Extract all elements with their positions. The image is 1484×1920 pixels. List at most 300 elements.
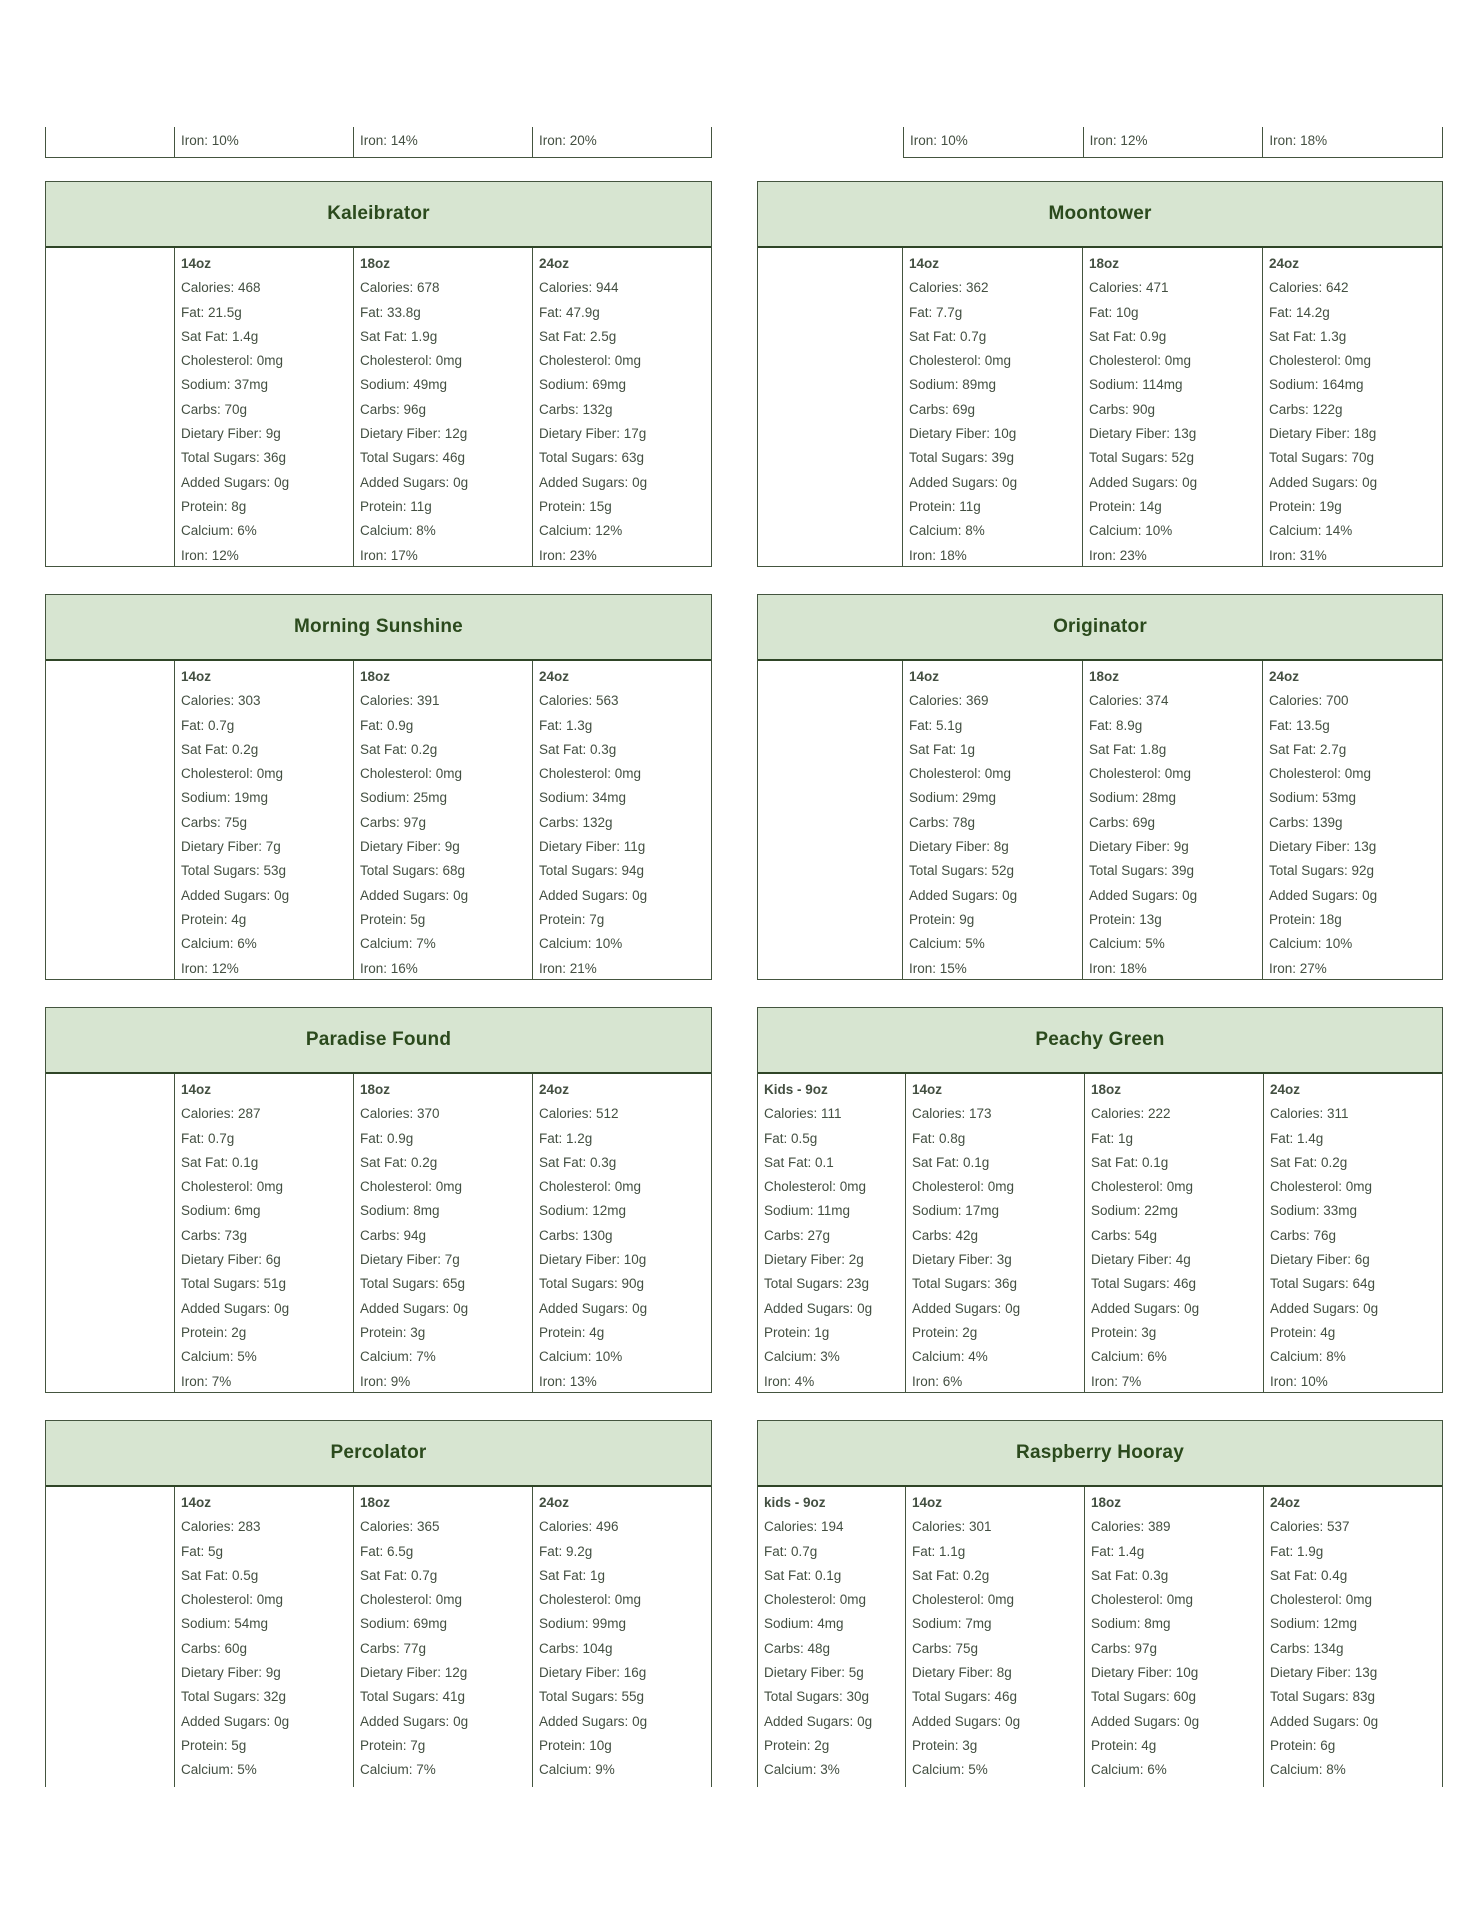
nutrition-line: Iron: 10% [910, 133, 968, 148]
nutrition-line: Carbs: 122g [1269, 401, 1343, 417]
nutrition-line: Carbs: 90g [1089, 401, 1156, 417]
nutrition-line: Iron: 16% [360, 960, 418, 976]
size-label: kids - 9oz [764, 1495, 826, 1510]
nutrition-line: Protein: 5g [360, 911, 426, 927]
nutrition-line: Iron: 31% [1269, 547, 1327, 563]
size-column [1082, 661, 1262, 979]
nutrition-line: Total Sugars: 90g [539, 1276, 645, 1292]
nutrition-line: Sodium: 11mg [764, 1203, 851, 1219]
size-label: 24oz [539, 256, 570, 271]
product-title: Morning Sunshine [294, 616, 463, 637]
nutrition-line: Dietary Fiber: 10g [539, 1252, 647, 1268]
nutrition-line: Added Sugars: 0g [360, 474, 469, 490]
nutrition-line: Protein: 3g [912, 1737, 978, 1753]
nutrition-line: Calcium: 6% [181, 936, 257, 952]
nutrition-line: Sat Fat: 1.9g [360, 328, 438, 344]
nutrition-line: Cholesterol: 0mg [912, 1179, 1015, 1195]
size-label: 18oz [1089, 256, 1120, 271]
image-cell [46, 127, 174, 157]
nutrition-line: Fat: 33.8g [360, 304, 421, 320]
nutrition-line: Calcium: 5% [181, 1762, 257, 1778]
product-table [45, 181, 712, 567]
size-label: 18oz [360, 256, 391, 271]
nutrition-line: Total Sugars: 63g [539, 450, 645, 466]
table-header-band [758, 1421, 1442, 1487]
nutrition-line: Calcium: 8% [909, 523, 985, 539]
nutrition-line: Protein: 15g [539, 498, 612, 514]
nutrition-line: Total Sugars: 51g [181, 1276, 287, 1292]
nutrition-line: Fat: 5.1g [909, 717, 963, 733]
nutrition-line: Cholesterol: 0mg [181, 766, 284, 782]
nutrition-line: Fat: 6.5g [360, 1543, 414, 1559]
nutrition-line: Calcium: 7% [360, 1349, 436, 1365]
nutrition-line: Dietary Fiber: 7g [181, 839, 281, 855]
size-label: 24oz [1269, 256, 1300, 271]
nutrition-line: Sodium: 22mg [1091, 1203, 1179, 1219]
size-column [174, 1487, 353, 1787]
nutrition-line: Calcium: 5% [909, 936, 985, 952]
size-column [1084, 1074, 1263, 1392]
nutrition-line: Cholesterol: 0mg [360, 1179, 463, 1195]
size-column [1263, 1487, 1442, 1787]
size-column [353, 248, 532, 566]
size-column [353, 1487, 532, 1787]
nutrition-line: Added Sugars: 0g [360, 1300, 469, 1316]
nutrition-line: Total Sugars: 52g [909, 863, 1015, 879]
nutrition-line: Calories: 389 [1091, 1519, 1171, 1535]
nutrition-line: Carbs: 77g [360, 1640, 427, 1656]
nutrition-line: Fat: 9.2g [539, 1543, 593, 1559]
nutrition-line: Added Sugars: 0g [1270, 1713, 1379, 1729]
nutrition-line: Iron: 7% [181, 1373, 232, 1389]
nutrition-line: Total Sugars: 53g [181, 863, 287, 879]
nutrition-line: Cholesterol: 0mg [1089, 766, 1192, 782]
size-label: 18oz [360, 1082, 391, 1097]
nutrition-line: Calcium: 10% [539, 1349, 623, 1365]
nutrition-line: Iron: 20% [532, 127, 711, 157]
size-label: 14oz [181, 256, 212, 271]
nutrition-line: Sodium: 25mg [360, 790, 448, 806]
nutrition-line: Calcium: 9% [539, 1762, 615, 1778]
nutrition-line: Protein: 6g [1270, 1737, 1336, 1753]
nutrition-line: Fat: 1.3g [539, 717, 593, 733]
nutrition-line: Dietary Fiber: 16g [539, 1665, 647, 1681]
size-column [532, 661, 711, 979]
nutrition-line: Carbs: 42g [912, 1227, 979, 1243]
nutrition-line: Dietary Fiber: 18g [1269, 426, 1377, 442]
nutrition-line: Calories: 944 [539, 280, 619, 296]
nutrition-line: Added Sugars: 0g [181, 887, 290, 903]
nutrition-line: Calcium: 6% [181, 523, 257, 539]
nutrition-line: Cholesterol: 0mg [1089, 353, 1192, 369]
product-table [757, 1420, 1443, 1787]
nutrition-line: Sodium: 164mg [1269, 377, 1364, 393]
nutrition-line: Calories: 362 [909, 280, 989, 296]
nutrition-line: Calories: 391 [360, 693, 440, 709]
size-column [1084, 1487, 1263, 1787]
nutrition-line: Total Sugars: 23g [764, 1276, 870, 1292]
nutrition-line: Sodium: 54mg [181, 1616, 269, 1632]
nutrition-line: Calories: 563 [539, 693, 619, 709]
nutrition-line: Calories: 678 [360, 280, 440, 296]
nutrition-line: Dietary Fiber: 13g [1269, 839, 1377, 855]
nutrition-line: Protein: 13g [1089, 911, 1162, 927]
nutrition-line: Dietary Fiber: 10g [1091, 1665, 1199, 1681]
nutrition-line: Protein: 8g [181, 498, 247, 514]
nutrition-line: Fat: 14.2g [1269, 304, 1330, 320]
nutrition-line: Dietary Fiber: 9g [1089, 839, 1189, 855]
nutrition-line: Added Sugars: 0g [1270, 1300, 1379, 1316]
size-label: 18oz [360, 669, 391, 684]
nutrition-line: Fat: 1.4g [1270, 1130, 1324, 1146]
nutrition-line: Fat: 21.5g [181, 304, 242, 320]
nutrition-line: Sat Fat: 0.7g [909, 328, 987, 344]
table-header-band [46, 595, 711, 661]
nutrition-line: Added Sugars: 0g [1089, 474, 1198, 490]
nutrition-line: Iron: 10% [1270, 1373, 1328, 1389]
nutrition-line: Cholesterol: 0mg [360, 766, 463, 782]
nutrition-line: Protein: 4g [1091, 1737, 1157, 1753]
nutrition-line: Carbs: 76g [1270, 1227, 1337, 1243]
nutrition-line: Cholesterol: 0mg [181, 353, 284, 369]
nutrition-line: Sodium: 12mg [1270, 1616, 1358, 1632]
nutrition-line: Total Sugars: 68g [360, 863, 466, 879]
nutrition-line: Calcium: 10% [1089, 523, 1173, 539]
product-title: Raspberry Hooray [1016, 1442, 1184, 1463]
nutrition-row [758, 248, 1442, 566]
nutrition-line: Sat Fat: 0.1g [912, 1154, 990, 1170]
nutrition-line: Sat Fat: 2.7g [1269, 741, 1347, 757]
size-column [1082, 248, 1262, 566]
nutrition-line: Added Sugars: 0g [181, 1713, 290, 1729]
nutrition-row [46, 661, 711, 979]
nutrition-line: Calcium: 8% [1270, 1762, 1346, 1778]
nutrition-line: Sodium: 4mg [764, 1616, 844, 1632]
nutrition-line: Cholesterol: 0mg [1269, 353, 1372, 369]
size-label: 18oz [1091, 1082, 1122, 1097]
nutrition-line: Added Sugars: 0g [539, 1300, 648, 1316]
size-label: Kids - 9oz [764, 1082, 828, 1097]
size-column [902, 661, 1082, 979]
nutrition-line: Protein: 11g [909, 498, 981, 514]
nutrition-line: Added Sugars: 0g [912, 1300, 1021, 1316]
nutrition-line: Calories: 374 [1089, 693, 1169, 709]
nutrition-line: Sodium: 19mg [181, 790, 269, 806]
nutrition-line: Total Sugars: 46g [1091, 1276, 1197, 1292]
nutrition-line: Added Sugars: 0g [360, 887, 469, 903]
nutrition-line: Cholesterol: 0mg [912, 1592, 1015, 1608]
nutrition-line: Fat: 1.2g [539, 1130, 593, 1146]
size-column [1263, 1074, 1442, 1392]
nutrition-line: Carbs: 75g [181, 814, 248, 830]
nutrition-row [758, 1074, 1442, 1392]
right-page-column [757, 127, 1443, 1787]
nutrition-line: Protein: 2g [181, 1324, 247, 1340]
nutrition-line: Sodium: 17mg [912, 1203, 1000, 1219]
nutrition-line: Protein: 2g [764, 1737, 830, 1753]
nutrition-line: Carbs: 78g [909, 814, 976, 830]
nutrition-line: Dietary Fiber: 12g [360, 426, 468, 442]
nutrition-line: Iron: 15% [909, 960, 967, 976]
image-cell [46, 248, 174, 566]
nutrition-line: Cholesterol: 0mg [360, 353, 463, 369]
product-title: Kaleibrator [327, 203, 430, 224]
table-header-band [758, 1008, 1442, 1074]
nutrition-line: Calories: 496 [539, 1519, 619, 1535]
nutrition-line: Carbs: 132g [539, 814, 613, 830]
nutrition-line: Calcium: 5% [912, 1762, 988, 1778]
nutrition-line: Dietary Fiber: 10g [909, 426, 1017, 442]
nutrition-line: Cholesterol: 0mg [1270, 1179, 1373, 1195]
nutrition-line: Calcium: 8% [360, 523, 436, 539]
nutrition-line: Iron: 10% [174, 127, 353, 157]
nutrition-line: Added Sugars: 0g [539, 1713, 648, 1729]
nutrition-line: Calcium: 10% [1269, 936, 1353, 952]
nutrition-line: Dietary Fiber: 2g [764, 1252, 864, 1268]
nutrition-line: Sodium: 99mg [539, 1616, 627, 1632]
nutrition-line: Fat: 0.5g [764, 1130, 818, 1146]
size-label: 14oz [912, 1082, 943, 1097]
nutrition-line: Protein: 4g [1270, 1324, 1336, 1340]
nutrition-line: Fat: 47.9g [539, 304, 600, 320]
nutrition-line: Protein: 2g [912, 1324, 978, 1340]
nutrition-line: Fat: 0.8g [912, 1130, 966, 1146]
nutrition-line: Added Sugars: 0g [912, 1713, 1021, 1729]
nutrition-line: Calcium: 7% [360, 936, 436, 952]
nutrition-line: Carbs: 73g [181, 1227, 248, 1243]
nutrition-line: Sodium: 69mg [360, 1616, 448, 1632]
nutrition-line: Calories: 370 [360, 1106, 440, 1122]
size-column [1262, 661, 1442, 979]
nutrition-line: Carbs: 54g [1091, 1227, 1158, 1243]
nutrition-line: Dietary Fiber: 6g [181, 1252, 281, 1268]
nutrition-line: Protein: 9g [909, 911, 975, 927]
nutrition-line: Fat: 0.9g [360, 717, 414, 733]
nutrition-line: Carbs: 69g [909, 401, 976, 417]
nutrition-line: Calcium: 6% [1091, 1762, 1167, 1778]
nutrition-line: Total Sugars: 70g [1269, 450, 1375, 466]
size-label: 18oz [1089, 669, 1120, 684]
nutrition-line: Sat Fat: 0.4g [1270, 1567, 1348, 1583]
nutrition-line: Carbs: 130g [539, 1227, 613, 1243]
nutrition-line: Dietary Fiber: 5g [764, 1665, 864, 1681]
nutrition-line: Sodium: 49mg [360, 377, 448, 393]
nutrition-line: Sat Fat: 0.1g [181, 1154, 259, 1170]
nutrition-line: Calcium: 8% [1270, 1349, 1346, 1365]
nutrition-line: Iron: 12% [181, 547, 239, 563]
nutrition-line: Iron: 14% [353, 127, 532, 157]
size-label: 14oz [181, 669, 212, 684]
nutrition-line: Sat Fat: 0.7g [360, 1567, 438, 1583]
nutrition-line: Sat Fat: 1.3g [1269, 328, 1347, 344]
nutrition-line: Carbs: 94g [360, 1227, 427, 1243]
product-table [757, 181, 1443, 567]
nutrition-line: Sat Fat: 0.9g [1089, 328, 1167, 344]
nutrition-line: Dietary Fiber: 9g [360, 839, 460, 855]
nutrition-line: Added Sugars: 0g [539, 887, 648, 903]
nutrition-line: Calcium: 5% [181, 1349, 257, 1365]
product-table [45, 1007, 712, 1393]
nutrition-line: Protein: 19g [1269, 498, 1342, 514]
nutrition-line: Calcium: 7% [360, 1762, 436, 1778]
nutrition-line: Calories: 222 [1091, 1106, 1171, 1122]
product-table [45, 1420, 712, 1787]
nutrition-line: Dietary Fiber: 3g [912, 1252, 1012, 1268]
nutrition-line: Iron: 12% [181, 960, 239, 976]
size-label: 14oz [912, 1495, 943, 1510]
nutrition-line: Protein: 14g [1089, 498, 1162, 514]
nutrition-line: Dietary Fiber: 17g [539, 426, 647, 442]
nutrition-line: Sat Fat: 0.1 [764, 1154, 834, 1170]
nutrition-line: Iron: 21% [539, 960, 597, 976]
product-title: Originator [1053, 616, 1147, 637]
nutrition-line: Dietary Fiber: 8g [912, 1665, 1012, 1681]
nutrition-line: Sodium: 53mg [1269, 790, 1357, 806]
nutrition-line: Dietary Fiber: 9g [181, 1665, 281, 1681]
nutrition-line: Calories: 287 [181, 1106, 261, 1122]
left-page-column [45, 127, 712, 1787]
nutrition-row [758, 661, 1442, 979]
nutrition-line: Calories: 471 [1089, 280, 1169, 296]
nutrition-line: Dietary Fiber: 12g [360, 1665, 468, 1681]
nutrition-line: Total Sugars: 41g [360, 1689, 466, 1705]
nutrition-line: Cholesterol: 0mg [181, 1179, 284, 1195]
nutrition-line: Carbs: 132g [539, 401, 613, 417]
nutrition-line: Total Sugars: 36g [912, 1276, 1018, 1292]
nutrition-line: Sat Fat: 1.8g [1089, 741, 1167, 757]
nutrition-line: Carbs: 97g [1091, 1640, 1158, 1656]
nutrition-line: Fat: 7.7g [909, 304, 963, 320]
size-column [532, 1074, 711, 1392]
nutrition-line: Protein: 11g [360, 498, 432, 514]
size-label: 14oz [181, 1495, 212, 1510]
nutrition-line: Calories: 468 [181, 280, 261, 296]
nutrition-line: Carbs: 48g [764, 1640, 831, 1656]
image-cell [758, 661, 902, 979]
image-cell [46, 1074, 174, 1392]
nutrition-line: Calories: 173 [912, 1106, 992, 1122]
nutrition-line: Calcium: 5% [1089, 936, 1165, 952]
nutrition-line: Sat Fat: 0.2g [1270, 1154, 1348, 1170]
nutrition-line: Total Sugars: 65g [360, 1276, 466, 1292]
nutrition-line: Calories: 369 [909, 693, 989, 709]
size-column [905, 1074, 1084, 1392]
nutrition-line: Cholesterol: 0mg [360, 1592, 463, 1608]
nutrition-line: Calories: 301 [912, 1519, 992, 1535]
nutrition-line: Fat: 0.7g [181, 717, 235, 733]
size-label: 24oz [539, 1495, 570, 1510]
nutrition-line: Total Sugars: 60g [1091, 1689, 1197, 1705]
nutrition-line: Protein: 7g [539, 911, 605, 927]
nutrition-line: Dietary Fiber: 4g [1091, 1252, 1191, 1268]
nutrition-line: Added Sugars: 0g [909, 887, 1018, 903]
nutrition-line: Calcium: 3% [764, 1762, 840, 1778]
size-label: 18oz [1091, 1495, 1122, 1510]
nutrition-line: Iron: 6% [912, 1373, 963, 1389]
size-label: 24oz [1269, 669, 1300, 684]
nutrition-line: Sodium: 28mg [1089, 790, 1177, 806]
product-title: Peachy Green [1035, 1029, 1165, 1050]
continued-table-row-right [903, 127, 1443, 158]
nutrition-line: Iron: 18% [909, 547, 967, 563]
nutrition-line: Iron: 18% [1089, 960, 1147, 976]
nutrition-line: Calories: 311 [1270, 1106, 1349, 1122]
nutrition-line: Added Sugars: 0g [181, 474, 290, 490]
nutrition-line: Sodium: 34mg [539, 790, 627, 806]
nutrition-line: Sodium: 69mg [539, 377, 627, 393]
nutrition-line: Total Sugars: 94g [539, 863, 645, 879]
nutrition-line: Total Sugars: 52g [1089, 450, 1195, 466]
nutrition-line: Sodium: 6mg [181, 1203, 261, 1219]
nutrition-line: Fat: 1g [1091, 1130, 1134, 1146]
nutrition-line: Cholesterol: 0mg [1091, 1592, 1194, 1608]
size-column [758, 1487, 905, 1787]
size-column [532, 248, 711, 566]
size-label: 14oz [181, 1082, 212, 1097]
nutrition-line: Calories: 194 [764, 1519, 844, 1535]
nutrition-line: Protein: 1g [764, 1324, 830, 1340]
nutrition-line: Cholesterol: 0mg [909, 766, 1012, 782]
product-title: Percolator [330, 1442, 427, 1463]
nutrition-line: Iron: 17% [360, 547, 418, 563]
product-table [45, 594, 712, 980]
nutrition-line: Iron: 4% [764, 1373, 815, 1389]
nutrition-line: Total Sugars: 83g [1270, 1689, 1376, 1705]
size-column [174, 661, 353, 979]
nutrition-line: Carbs: 96g [360, 401, 427, 417]
nutrition-line: Fat: 1.9g [1270, 1543, 1324, 1559]
size-column [1262, 248, 1442, 566]
nutrition-line: Fat: 8.9g [1089, 717, 1143, 733]
nutrition-line: Cholesterol: 0mg [181, 1592, 284, 1608]
nutrition-line: Sodium: 12mg [539, 1203, 627, 1219]
nutrition-line: Cholesterol: 0mg [764, 1179, 867, 1195]
nutrition-line: Total Sugars: 64g [1270, 1276, 1376, 1292]
nutrition-line: Added Sugars: 0g [539, 474, 648, 490]
nutrition-line: Carbs: 104g [539, 1640, 613, 1656]
nutrition-line: Dietary Fiber: 7g [360, 1252, 460, 1268]
continued-table-row-left [45, 127, 712, 158]
nutrition-line: Sat Fat: 0.1g [1091, 1154, 1169, 1170]
nutrition-line: Iron: 7% [1091, 1373, 1142, 1389]
nutrition-line: Total Sugars: 32g [181, 1689, 287, 1705]
size-column [353, 1074, 532, 1392]
nutrition-line: Iron: 18% [1262, 127, 1442, 157]
nutrition-line: Sat Fat: 2.5g [539, 328, 617, 344]
size-column [174, 248, 353, 566]
size-label: 14oz [909, 669, 940, 684]
nutrition-line: Protein: 3g [360, 1324, 426, 1340]
nutrition-line: Calcium: 4% [912, 1349, 988, 1365]
nutrition-line: Iron: 23% [539, 547, 597, 563]
nutrition-line: Cholesterol: 0mg [764, 1592, 867, 1608]
nutrition-line: Cholesterol: 0mg [1091, 1179, 1194, 1195]
nutrition-line: Protein: 18g [1269, 911, 1342, 927]
nutrition-line: Calories: 111 [764, 1106, 842, 1122]
nutrition-line: Sodium: 89mg [909, 377, 997, 393]
table-header-band [46, 182, 711, 248]
nutrition-line: Fat: 1.4g [1091, 1543, 1145, 1559]
nutrition-line: Sodium: 8mg [1091, 1616, 1171, 1632]
nutrition-line: Cholesterol: 0mg [1270, 1592, 1373, 1608]
nutrition-line: Carbs: 70g [181, 401, 248, 417]
size-label: 14oz [909, 256, 940, 271]
product-table [757, 1007, 1443, 1393]
nutrition-line: Fat: 13.5g [1269, 717, 1330, 733]
nutrition-line: Protein: 10g [539, 1737, 612, 1753]
product-title: Paradise Found [305, 1029, 452, 1050]
table-header-band [46, 1421, 711, 1487]
